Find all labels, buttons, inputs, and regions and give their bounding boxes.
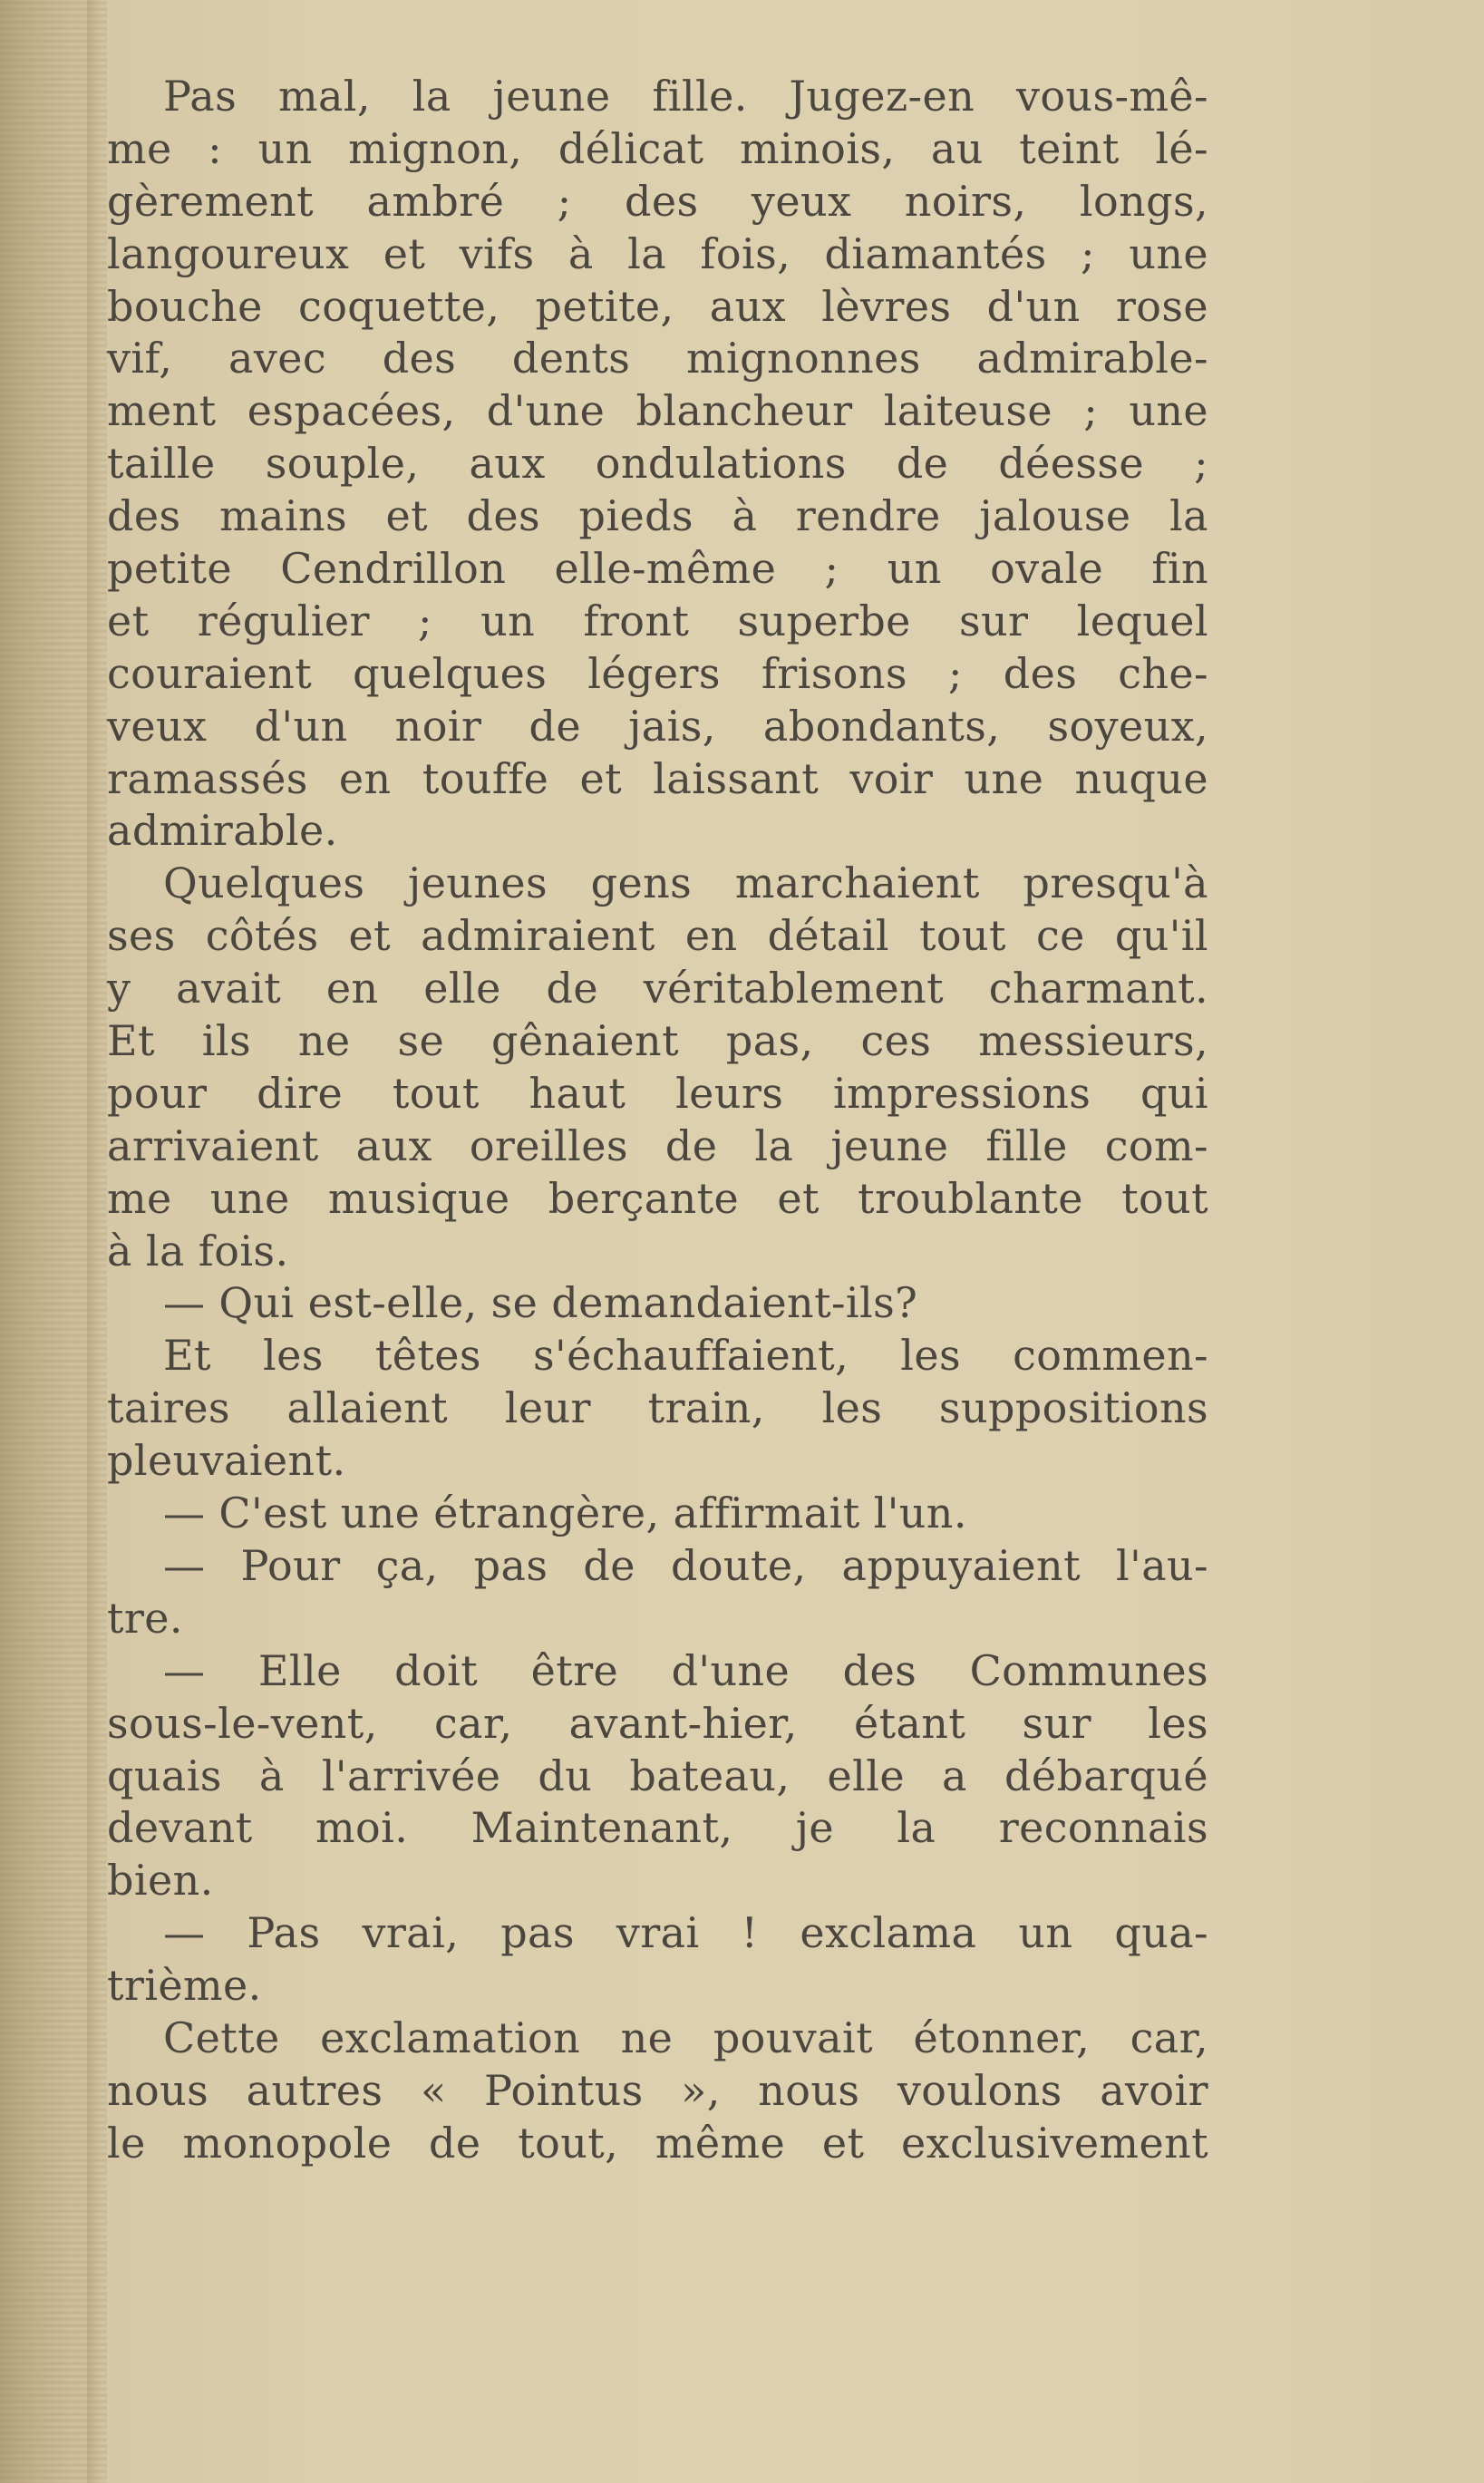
text-line: arrivaient aux oreilles de la jeune fille com- bbox=[107, 1120, 1208, 1170]
body-text bbox=[107, 71, 1208, 2170]
page-binding-shadow bbox=[87, 0, 100, 2483]
text-line: couraient quelques légers frisons ; des che- bbox=[107, 648, 1208, 698]
text-line: Et les têtes s'échauffaient, les commen- bbox=[163, 1331, 1208, 1381]
text-line: Quelques jeunes gens marchaient presqu'à bbox=[163, 858, 1208, 908]
text-line: Cette exclamation ne pouvait étonner, car, bbox=[163, 2013, 1208, 2062]
text-line: veux d'un noir de jais, abondants, soyeux, bbox=[107, 701, 1208, 751]
text-line: y avait en elle de véritablement charmant. bbox=[107, 964, 1208, 1014]
text-line: taires allaient leur train, les suppositions bbox=[107, 1383, 1208, 1433]
text-line: — Pour ça, pas de doute, appuyaient l'au- bbox=[163, 1540, 1208, 1590]
text-line: vif, avec des dents mignonnes admirable- bbox=[107, 334, 1208, 383]
text-line: quais à l'arrivée du bateau, elle a débarqué bbox=[107, 1751, 1208, 1800]
text-line: le monopole de tout, même et exclusivement bbox=[107, 2118, 1208, 2168]
text-line: pleuvaient. bbox=[107, 1436, 346, 1486]
text-line: me : un mignon, délicat minois, au teint lé- bbox=[107, 123, 1208, 173]
text-line: me une musique berçante et troublante tout bbox=[107, 1173, 1208, 1223]
text-line: ramassés en touffe et laissant voir une nuque bbox=[107, 753, 1208, 803]
text-line: trième. bbox=[107, 1961, 262, 2011]
text-line: — Pas vrai, pas vrai ! exclama un qua- bbox=[163, 1908, 1208, 1958]
text-line: Pas mal, la jeune fille. Jugez-en vous-mê- bbox=[163, 72, 1208, 121]
text-line: Et ils ne se gênaient pas, ces messieurs, bbox=[107, 1016, 1208, 1066]
text-line: — Elle doit être d'une des Communes bbox=[163, 1645, 1208, 1695]
text-line: petite Cendrillon elle-même ; un ovale fin bbox=[107, 544, 1208, 594]
text-line: sous-le-vent, car, avant-hier, étant sur les bbox=[107, 1698, 1208, 1748]
text-line: — Qui est-elle, se demandaient-ils? bbox=[163, 1278, 918, 1328]
text-line: devant moi. Maintenant, je la reconnais bbox=[107, 1803, 1208, 1853]
text-line: gèrement ambré ; des yeux noirs, longs, bbox=[107, 176, 1208, 226]
text-line: pour dire tout haut leurs impressions qui bbox=[107, 1068, 1208, 1118]
text-line: à la fois. bbox=[107, 1226, 289, 1275]
text-line: admirable. bbox=[107, 806, 338, 856]
text-line: langoureux et vifs à la fois, diamantés ; une bbox=[107, 228, 1208, 278]
text-line: taille souple, aux ondulations de déesse ; bbox=[107, 439, 1208, 489]
text-line: ses côtés et admiraient en détail tout ce qu'il bbox=[107, 911, 1208, 961]
text-line: des mains et des pieds à rendre jalouse la bbox=[107, 491, 1208, 541]
text-line: — C'est une étrangère, affirmait l'un. bbox=[163, 1489, 967, 1538]
text-line: nous autres « Pointus », nous voulons avoir bbox=[107, 2065, 1208, 2115]
text-line: tre. bbox=[107, 1593, 183, 1643]
text-line: bien. bbox=[107, 1856, 214, 1906]
text-line: bouche coquette, petite, aux lèvres d'un rose bbox=[107, 281, 1208, 331]
text-line: et régulier ; un front superbe sur lequel bbox=[107, 596, 1208, 645]
text-line: ment espacées, d'une blancheur laiteuse ; une bbox=[107, 386, 1208, 436]
